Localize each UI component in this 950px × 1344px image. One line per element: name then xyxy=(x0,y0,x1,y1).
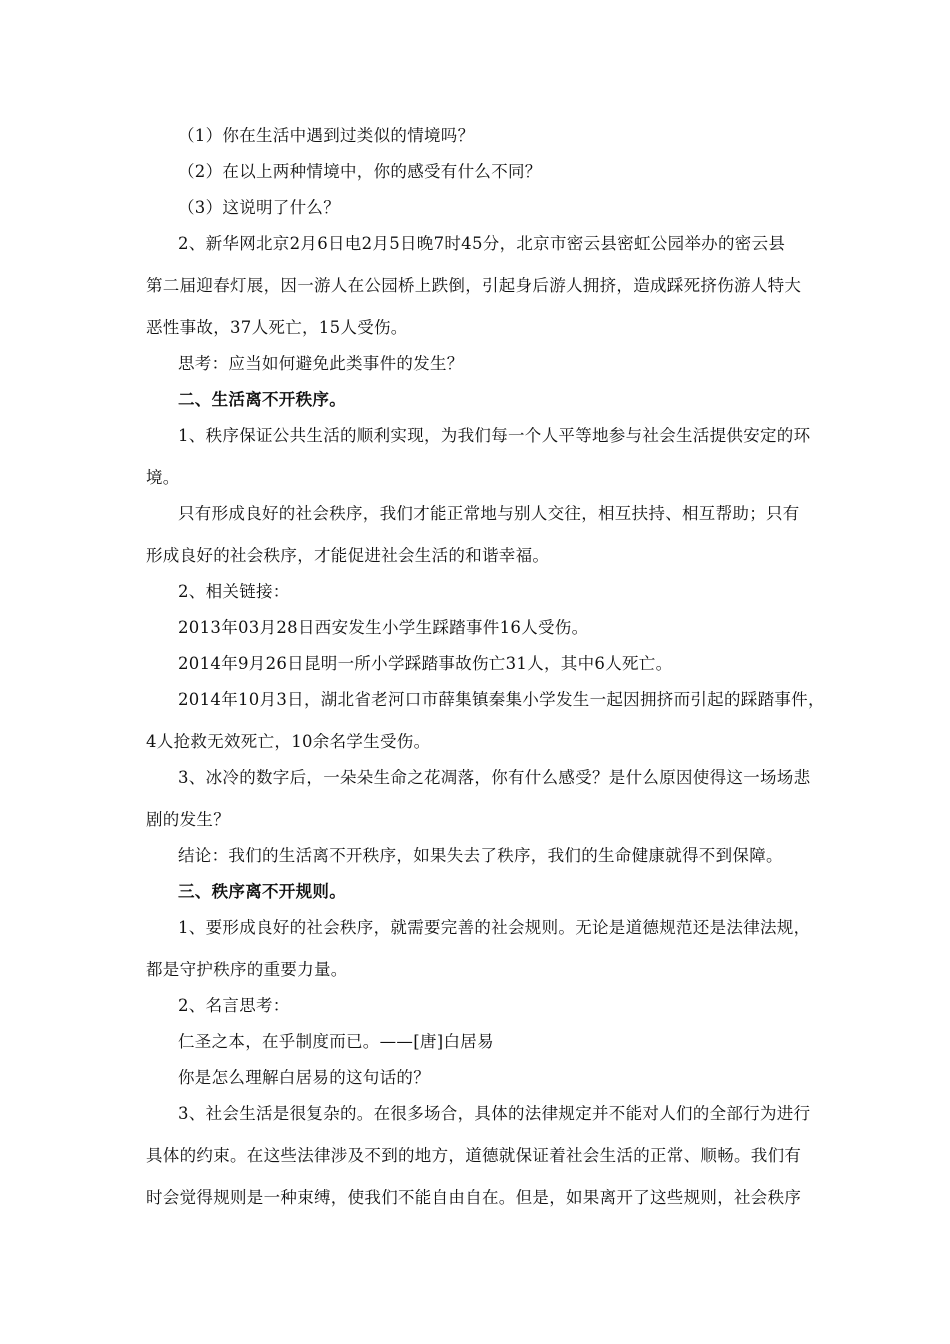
paragraph-line: 具体的约束。在这些法律涉及不到的地方，道德就保证着社会生活的正常、顺畅。我们有 xyxy=(146,1146,802,1165)
paragraph-line: 2014年10月3日，湖北省老河口市薛集镇秦集小学发生一起因拥挤而引起的踩踏事件， xyxy=(178,690,825,709)
section-heading: 二、生活离不开秩序。 xyxy=(178,390,346,409)
paragraph-line: 都是守护秩序的重要力量。 xyxy=(146,960,348,979)
paragraph-line: 3、社会生活是很复杂的。在很多场合，具体的法律规定并不能对人们的全部行为进行 xyxy=(178,1104,811,1123)
paragraph-line: 1、要形成良好的社会秩序，就需要完善的社会规则。无论是道德规范还是法律法规， xyxy=(178,918,811,937)
paragraph-line: 只有形成良好的社会秩序，我们才能正常地与别人交往，相互扶持、相互帮助；只有 xyxy=(178,504,800,523)
paragraph-line: 境。 xyxy=(146,468,180,487)
paragraph-line: 剧的发生？ xyxy=(146,810,230,829)
question-3: （3）这说明了什么？ xyxy=(178,198,340,217)
paragraph-line: 4人抢救无效死亡，10余名学生受伤。 xyxy=(146,732,431,751)
paragraph-line: 第二届迎春灯展，因一游人在公园桥上跌倒，引起身后游人拥挤，造成踩死挤伤游人特大 xyxy=(146,276,802,295)
paragraph-line: 2、名言思考： xyxy=(178,996,290,1015)
paragraph-line: 2014年9月26日昆明一所小学踩踏事故伤亡31人，其中6人死亡。 xyxy=(178,654,673,673)
paragraph-line: 3、冰冷的数字后，一朵朵生命之花凋落，你有什么感受？是什么原因使得这一场场悲 xyxy=(178,768,811,787)
paragraph-line: 2、新华网北京2月6日电2月5日晚7时45分，北京市密云县密虹公园举办的密云县 xyxy=(178,234,786,253)
paragraph-line: 结论：我们的生活离不开秩序，如果失去了秩序，我们的生命健康就得不到保障。 xyxy=(178,846,783,865)
paragraph-line: 2、相关链接： xyxy=(178,582,290,601)
paragraph-line: 时会觉得规则是一种束缚，使我们不能自由自在。但是，如果离开了这些规则，社会秩序 xyxy=(146,1188,802,1207)
paragraph-line: 你是怎么理解白居易的这句话的？ xyxy=(178,1068,430,1087)
question-2: （2）在以上两种情境中，你的感受有什么不同？ xyxy=(178,162,542,181)
paragraph-line: 思考：应当如何避免此类事件的发生？ xyxy=(178,354,464,373)
question-1: （1）你在生活中遇到过类似的情境吗？ xyxy=(178,126,475,145)
paragraph-line: 1、秩序保证公共生活的顺利实现，为我们每一个人平等地参与社会生活提供安定的环 xyxy=(178,426,811,445)
section-heading: 三、秩序离不开规则。 xyxy=(178,882,346,901)
paragraph-line: 2013年03月28日西安发生小学生踩踏事件16人受伤。 xyxy=(178,618,589,637)
paragraph-line: 恶性事故，37人死亡，15人受伤。 xyxy=(146,318,408,337)
quote-line: 仁圣之本，在乎制度而已。——[唐]白居易 xyxy=(178,1032,494,1051)
paragraph-line: 形成良好的社会秩序，才能促进社会生活的和谐幸福。 xyxy=(146,546,550,565)
